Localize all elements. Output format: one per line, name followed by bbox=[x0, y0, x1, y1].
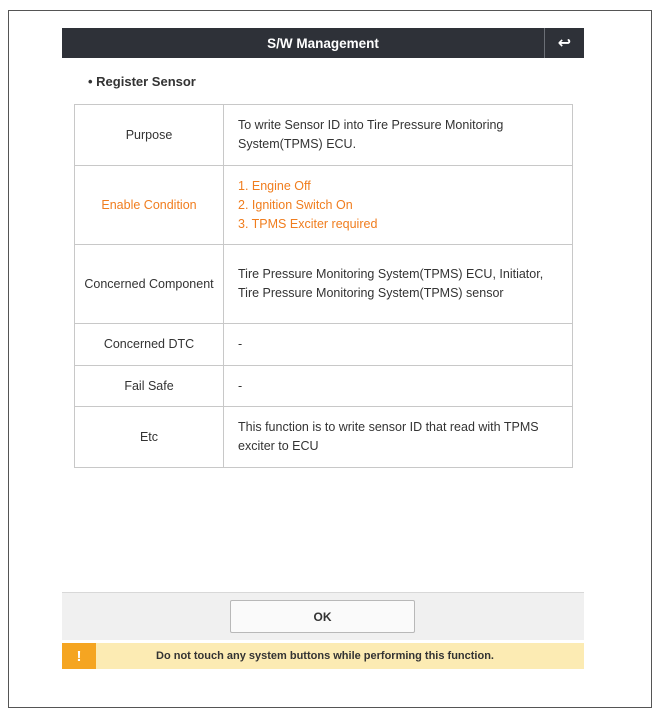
warning-text: Do not touch any system buttons while performing this function. bbox=[156, 650, 494, 662]
title-bar bbox=[62, 28, 584, 58]
row-value-enable-condition bbox=[224, 166, 573, 245]
row-label-concerned-dtc: Concerned DTC bbox=[75, 324, 224, 366]
table-row bbox=[75, 366, 573, 407]
return-arrow-icon: ↩ bbox=[557, 35, 572, 52]
row-value-concerned-component: Tire Pressure Monitoring System(TPMS) ECU, Initiator, Tire Pressure Monitoring System(TPMS) sensor bbox=[224, 245, 573, 324]
row-label-fail-safe: Fail Safe bbox=[75, 366, 224, 407]
condition-line: 1. Engine Off bbox=[238, 178, 311, 193]
condition-line: 2. Ignition Switch On bbox=[238, 197, 353, 212]
row-label-enable-condition: Enable Condition bbox=[75, 166, 224, 245]
table-row bbox=[75, 407, 573, 468]
table-row bbox=[75, 324, 573, 366]
section-title: • Register Sensor bbox=[88, 74, 196, 89]
table-row bbox=[75, 105, 573, 166]
info-table bbox=[74, 104, 573, 468]
back-button[interactable] bbox=[544, 28, 584, 58]
page-title: S/W Management bbox=[267, 35, 379, 51]
row-label-etc: Etc bbox=[75, 407, 224, 468]
row-value-purpose: To write Sensor ID into Tire Pressure Monitoring System(TPMS) ECU. bbox=[224, 105, 573, 166]
row-value-fail-safe: - bbox=[224, 366, 573, 407]
row-value-etc: This function is to write sensor ID that read with TPMS exciter to ECU bbox=[224, 407, 573, 468]
row-label-concerned-component: Concerned Component bbox=[75, 245, 224, 324]
ok-button[interactable]: OK bbox=[230, 600, 415, 633]
table-row bbox=[75, 166, 573, 245]
table-row bbox=[75, 245, 573, 324]
condition-line: 3. TPMS Exciter required bbox=[238, 216, 378, 231]
warning-banner bbox=[62, 643, 584, 669]
warning-icon: ! bbox=[62, 643, 96, 669]
row-label-purpose: Purpose bbox=[75, 105, 224, 166]
row-value-concerned-dtc: - bbox=[224, 324, 573, 366]
